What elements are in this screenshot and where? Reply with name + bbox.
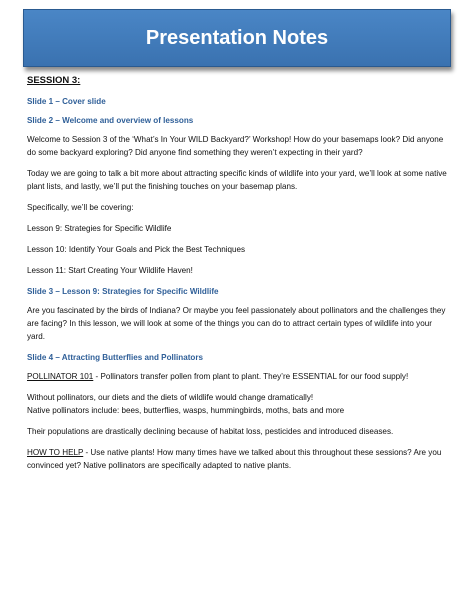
pollinator-101-text: - Pollinators transfer pollen from plant to plant. They’re ESSENTIAL for our food supply! xyxy=(93,372,409,381)
slide-4-heading: Slide 4 – Attracting Butterflies and Pollinators xyxy=(27,353,203,362)
slide-1-heading: Slide 1 – Cover slide xyxy=(27,97,106,106)
native-pollinators-line: Native pollinators include: bees, butterflies, wasps, hummingbirds, moths, bats and more xyxy=(27,406,345,415)
slide-3-paragraph: Are you fascinated by the birds of Indiana? Or maybe you feel passionately about pollinators and the challenges they are facing? In this lesson, we will look at some of the things you can do to attract certain types of wildlife into your yard. xyxy=(27,306,446,341)
without-pollinators-line: Without pollinators, our diets and the diets of wildlife would change dramatically! xyxy=(27,393,314,402)
how-to-help-paragraph xyxy=(27,446,447,472)
title-banner xyxy=(23,9,451,67)
populations-paragraph: Their populations are drastically declining because of habitat loss, pesticides and introduced diseases. xyxy=(27,427,394,436)
pollinator-101-paragraph xyxy=(27,370,447,383)
lesson-11-item: Lesson 11: Start Creating Your Wildlife Haven! xyxy=(27,266,193,275)
how-to-help-label: HOW TO HELP xyxy=(27,448,84,457)
slide-2-paragraph-welcome: Welcome to Session 3 of the ‘What’s In Your WILD Backyard?’ Workshop! How do your basemaps look? Did anyone do some backyard exploring? Did anyone find something they weren’t expecting in their yard? xyxy=(27,135,444,157)
lesson-9-item: Lesson 9: Strategies for Specific Wildlife xyxy=(27,224,172,233)
slide-2-heading: Slide 2 – Welcome and overview of lessons xyxy=(27,116,194,125)
pollinator-101-label: POLLINATOR 101 xyxy=(27,372,94,381)
how-to-help-text: - Use native plants! How many times have we talked about this throughout these sessions? Are you convinced yet? Native pollinators are specifically adapted to native plants. xyxy=(27,448,442,470)
slide-3-heading: Slide 3 – Lesson 9: Strategies for Specific Wildlife xyxy=(27,287,219,296)
notes-body xyxy=(27,74,447,480)
slide-2-paragraph-specifically: Specifically, we’ll be covering: xyxy=(27,203,134,212)
page-title: Presentation Notes xyxy=(145,26,329,49)
session-heading: SESSION 3: xyxy=(27,75,81,86)
lesson-10-item: Lesson 10: Identify Your Goals and Pick the Best Techniques xyxy=(27,245,246,254)
slide-2-paragraph-today: Today we are going to talk a bit more about attracting specific kinds of wildlife into your yard, we’ll look at some native plant lists, and lastly, we’ll put the finishing touches on your basemap plans. xyxy=(27,169,447,191)
